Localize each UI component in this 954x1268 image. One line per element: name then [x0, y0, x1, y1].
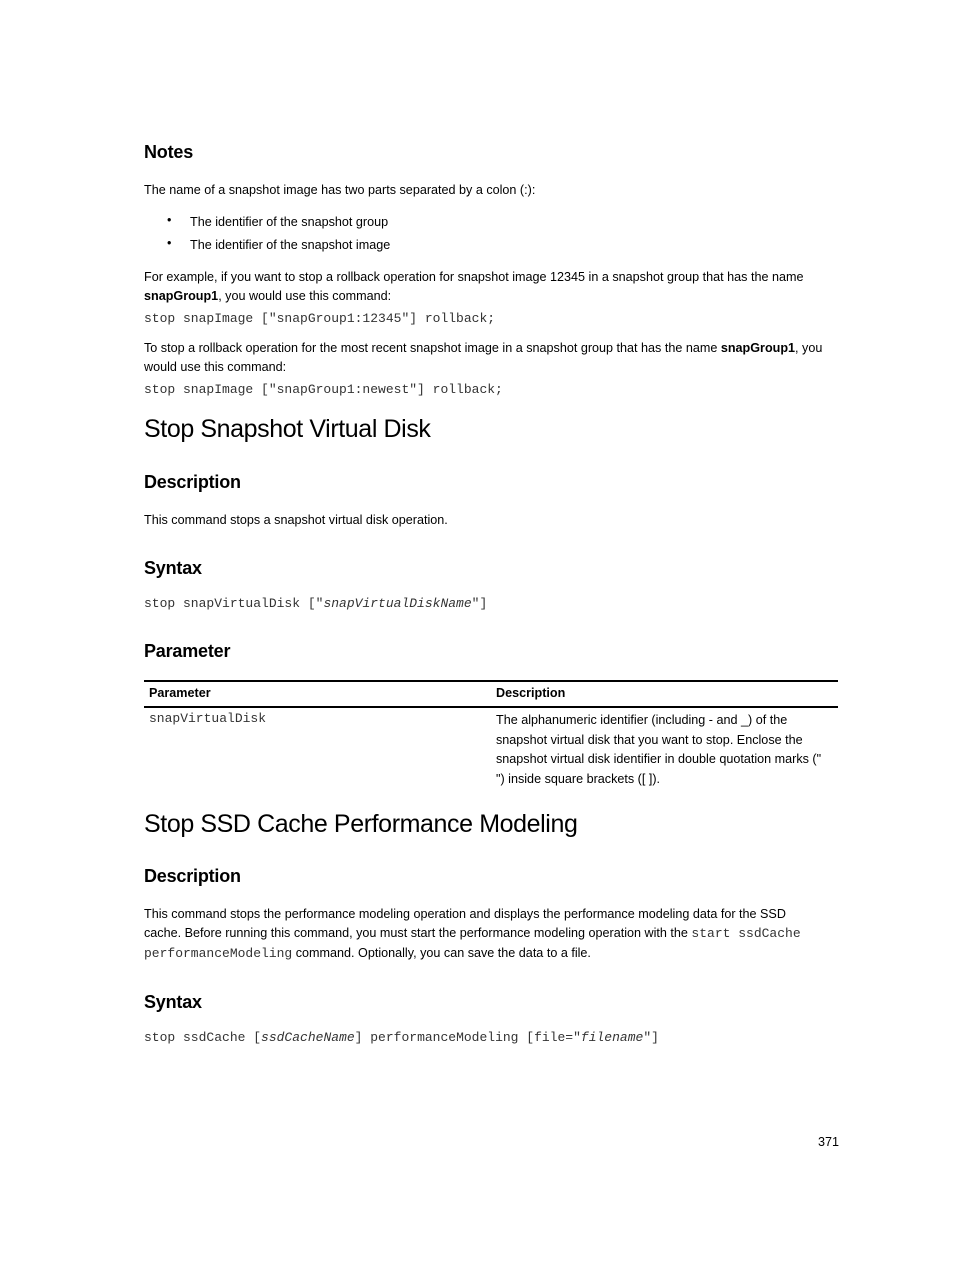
- table-top-rule: [144, 680, 838, 682]
- section1-syntax-heading: Syntax: [144, 558, 202, 578]
- section1-title: Stop Snapshot Virtual Disk: [144, 415, 431, 443]
- syntax2-b: ] performanceModeling [file=": [354, 1030, 581, 1045]
- example1-line1: For example, if you want to stop a rollback operation for snapshot image 12345 in a snapshot group that has the name: [144, 270, 804, 284]
- example2-line2: would use this command:: [144, 360, 287, 374]
- example1-bold-name: snapGroup1: [144, 289, 219, 303]
- section2-desc-line1: This command stops the performance modeling operation and displays the performance modeling data for the SSD: [144, 907, 786, 921]
- inline-code-performancemodeling: performanceModeling: [144, 946, 293, 961]
- inline-code-start-ssdcache: start ssdCache: [691, 926, 801, 941]
- table-header-description: Description: [496, 686, 566, 700]
- section2-syntax-code: [144, 1030, 659, 1045]
- section2-desc-line3: [144, 944, 591, 964]
- syntax2-var-filename: filename: [580, 1030, 644, 1045]
- desc-line: The alphanumeric identifier (including - and _) of the: [496, 713, 788, 727]
- syntax2-a: stop ssdCache [: [144, 1030, 262, 1045]
- bullet-item-1: The identifier of the snapshot group: [190, 215, 389, 229]
- example2-line1-post: , you: [795, 341, 823, 355]
- example2-line1-pre: To stop a rollback operation for the most recent snapshot image in a snapshot group that has the name: [144, 341, 721, 355]
- desc-line3-text: command. Optionally, you can save the data to a file.: [292, 946, 591, 960]
- table-header-parameter: Parameter: [149, 686, 211, 700]
- section2-title: Stop SSD Cache Performance Modeling: [144, 810, 578, 838]
- section1-description-heading: Description: [144, 472, 241, 492]
- example1-line2-rest: , you would use this command:: [218, 289, 392, 303]
- table-cell-description: [496, 711, 838, 789]
- notes-heading: Notes: [144, 142, 194, 162]
- page-number: 371: [818, 1135, 840, 1149]
- section1-description: This command stops a snapshot virtual disk operation.: [144, 513, 448, 527]
- code-example-2: stop snapImage ["snapGroup1:newest"] rollback;: [144, 382, 503, 397]
- code-example-1: stop snapImage ["snapGroup1:12345"] rollback;: [144, 311, 496, 326]
- example2-line1: [144, 339, 822, 359]
- bullet-dot-1: •: [167, 213, 172, 227]
- notes-intro: The name of a snapshot image has two parts separated by a colon (:):: [144, 183, 536, 197]
- table-cell-parameter: snapVirtualDisk: [149, 711, 267, 726]
- section2-description-heading: Description: [144, 866, 241, 886]
- section2-desc-line2: [144, 924, 801, 944]
- desc-line2-text: cache. Before running this command, you must start the performance modeling operation with the: [144, 926, 692, 940]
- desc-line: snapshot virtual disk that you want to stop. Enclose the: [496, 732, 803, 747]
- example1-line2: [144, 287, 391, 307]
- example2-bold-name: snapGroup1: [720, 341, 796, 355]
- section2-syntax-heading: Syntax: [144, 992, 202, 1012]
- syntax-pre: stop snapVirtualDisk [": [144, 596, 324, 611]
- section1-syntax-code: [144, 596, 487, 611]
- syntax-post: "]: [471, 596, 488, 611]
- bullet-dot-2: •: [167, 236, 172, 250]
- desc-line: snapshot virtual disk identifier in double quotation marks (": [496, 752, 822, 766]
- syntax2-c: "]: [643, 1030, 659, 1045]
- table-header-rule: [144, 706, 838, 708]
- syntax2-var-ssdcachename: ssdCacheName: [261, 1030, 355, 1045]
- bullet-item-2: The identifier of the snapshot image: [190, 238, 391, 252]
- syntax-variable: snapVirtualDiskName: [323, 596, 472, 611]
- section1-parameter-heading: Parameter: [144, 641, 231, 661]
- desc-line: ") inside square brackets ([ ]).: [496, 771, 661, 786]
